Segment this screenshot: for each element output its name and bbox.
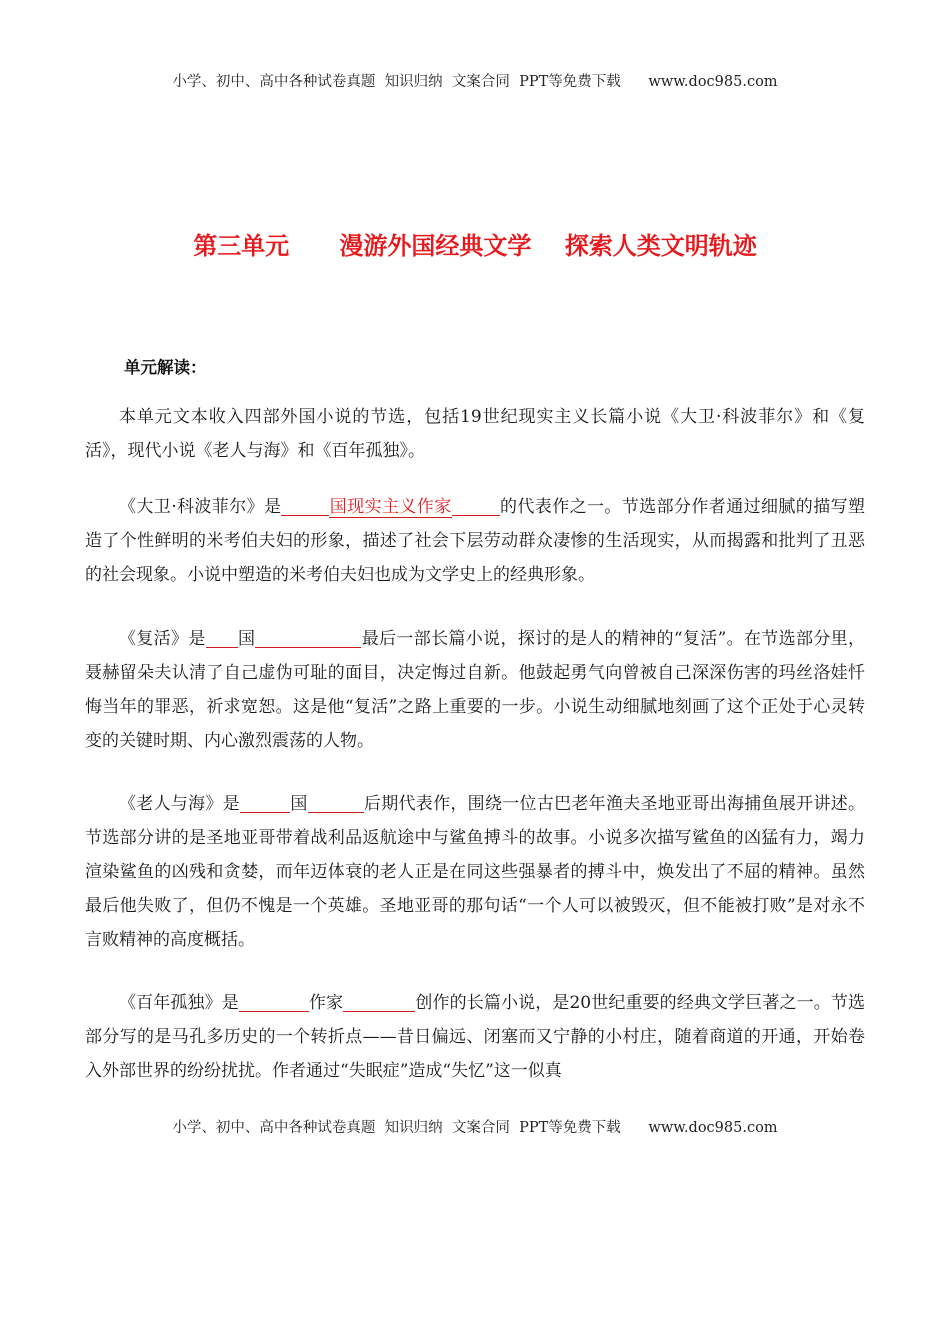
paragraph-solitude [85,986,865,1088]
fill-blank [206,627,238,648]
unit-title: 第三单元 漫游外国经典文学 探索人类文明轨迹 [193,232,757,260]
fill-blank [343,991,415,1012]
p3-lead: 《老人与海》是 [119,794,241,814]
p3-tail: 后期代表作，围绕一位古巴老年渔夫圣地亚哥出海捕鱼展开讲述。节选部分讲的是圣地亚哥带着战利品返航途中与鲨鱼搏斗的故事。小说多次描写鲨鱼的凶猛有力，竭力渲染鲨鱼的凶残和贪婪，而年迈体衰的老人正是在同这些强暴者的搏斗中，焕发出了不屈的精神。虽然最后他失败了，但仍不愧是一个英雄。圣地亚哥的那句话“一个人可以被毁灭，但不能被打败”是对永不言败精神的高度概括。 [85,794,866,950]
fill-blank [239,991,309,1012]
p4-tail: 创作的长篇小说，是20世纪重要的经典文学巨著之一。节选部分写的是马孔多历史的一个转折点——昔日偏远、闭塞而又宁静的小村庄，随着商道的开通，开始卷入外部世界的纷纷扰扰。作者通过“失眠症”造成“失忆”这一似真 [85,993,866,1081]
paragraph-resurrection [85,622,865,758]
p3-mid: 国 [290,794,308,814]
p2-mid: 国 [237,629,256,649]
p1-tail: 的代表作之一。节选部分作者通过细腻的描写塑造了个性鲜明的米考伯夫妇的形象，描述了社会下层劳动群众凄惨的生活现实，从而揭露和批判了丑恶的社会现象。小说中塑造的米考伯夫妇也成为文学史上的经典形象。 [85,497,866,585]
fill-blank [255,627,361,648]
paragraph-david-copperfield [85,490,865,592]
intro-paragraph [85,400,865,468]
fill-blank [281,495,329,516]
paragraph-old-man-and-sea [85,787,865,957]
p2-tail: 最后一部长篇小说，探讨的是人的精神的“复活”。在节选部分里，聂赫留朵夫认清了自己虚伪可耻的面目，决定悔过自新。他鼓起勇气向曾被自己深深伤害的玛丝洛娃忏悔当年的罪恶，祈求宽恕。这是他“复活”之路上重要的一步。小说生动细腻地刻画了这个正处于心灵转变的关键时期、内心激烈震荡的人物。 [85,629,866,751]
filled-answer: 国现实主义作家 [329,497,452,517]
section-label: 单元解读： [124,358,207,377]
p4-mid: 作家 [308,993,344,1013]
page-footer: 小学、初中、高中各种试卷真题 知识归纳 文案合同 PPT等免费下载 www.doc985.com [172,1120,778,1136]
fill-blank [308,792,364,813]
page-header: 小学、初中、高中各种试卷真题 知识归纳 文案合同 PPT等免费下载 www.doc985.com [172,74,778,90]
fill-blank [240,792,290,813]
p4-lead: 《百年孤独》是 [119,993,239,1013]
p1-lead: 《大卫·科波菲尔》是 [119,497,282,517]
fill-blank [452,495,500,516]
p2-lead: 《复活》是 [119,629,206,649]
intro-text: 本单元文本收入四部外国小说的节选，包括19世纪现实主义长篇小说《大卫·科波菲尔》和《复活》，现代小说《老人与海》和《百年孤独》。 [85,407,865,461]
